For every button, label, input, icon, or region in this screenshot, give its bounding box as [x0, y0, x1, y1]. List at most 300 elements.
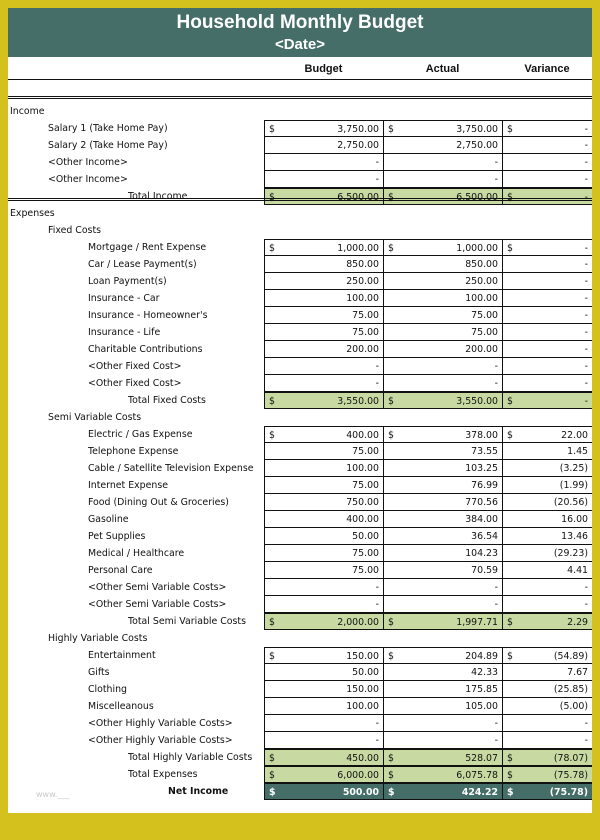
actual-cell[interactable] [383, 647, 502, 664]
actual-cell[interactable] [383, 426, 502, 443]
row-label: <Other Fixed Cost> [88, 361, 182, 372]
total-row [8, 766, 592, 783]
variance-cell[interactable] [502, 256, 592, 273]
budget-cell[interactable] [264, 426, 383, 443]
budget-cell[interactable] [264, 154, 383, 171]
row-label: Salary 1 (Take Home Pay) [48, 123, 168, 134]
total-row [8, 749, 592, 766]
variance-value: 1.45 [567, 446, 588, 457]
actual-cell[interactable] [383, 154, 502, 171]
budget-cell[interactable] [264, 783, 383, 800]
variance-value: - [584, 192, 588, 203]
currency-symbol: $ [507, 430, 513, 441]
row-label: Internet Expense [88, 480, 168, 491]
actual-cell[interactable] [383, 239, 502, 256]
budget-value: 500.00 [342, 787, 379, 798]
currency-symbol: $ [388, 396, 394, 407]
budget-cell[interactable] [264, 732, 383, 749]
table-row [8, 545, 592, 562]
variance-cell[interactable] [502, 375, 592, 392]
actual-cell[interactable] [383, 511, 502, 528]
variance-value: 2.29 [567, 617, 588, 628]
variance-cell[interactable] [502, 596, 592, 613]
variance-value: - [584, 174, 588, 185]
variance-value: - [584, 327, 588, 338]
budget-value: 6,000.00 [337, 770, 379, 781]
budget-cell[interactable] [264, 698, 383, 715]
table-row [8, 324, 592, 341]
section-divider [8, 198, 592, 201]
variance-cell[interactable] [502, 664, 592, 681]
currency-symbol: $ [388, 430, 394, 441]
row-label: Highly Variable Costs [48, 633, 148, 644]
currency-symbol: $ [269, 787, 276, 798]
table-row [8, 511, 592, 528]
budget-value: 1,000.00 [337, 243, 379, 254]
budget-value: 75.00 [352, 565, 379, 576]
section-row [8, 103, 592, 120]
variance-cell[interactable] [502, 171, 592, 188]
variance-cell[interactable] [502, 511, 592, 528]
currency-symbol: $ [269, 430, 275, 441]
variance-value: - [584, 378, 588, 389]
table-row [8, 171, 592, 188]
actual-cell[interactable] [383, 664, 502, 681]
currency-symbol: $ [507, 124, 513, 135]
actual-cell[interactable] [383, 290, 502, 307]
actual-value: 2,750.00 [456, 140, 498, 151]
budget-cell[interactable] [264, 681, 383, 698]
variance-cell[interactable] [502, 358, 592, 375]
currency-symbol: $ [507, 396, 513, 407]
variance-cell[interactable] [502, 341, 592, 358]
actual-value: - [494, 174, 498, 185]
table-row [8, 290, 592, 307]
actual-cell[interactable] [383, 698, 502, 715]
budget-cell[interactable] [264, 613, 383, 630]
actual-value: 770.56 [465, 497, 498, 508]
row-label: Total Fixed Costs [128, 395, 206, 406]
budget-value: 150.00 [346, 684, 379, 695]
variance-cell[interactable] [502, 239, 592, 256]
budget-cell[interactable] [264, 392, 383, 409]
budget-value: 75.00 [352, 480, 379, 491]
row-label: Clothing [88, 684, 128, 695]
variance-cell[interactable] [502, 426, 592, 443]
variance-cell[interactable] [502, 188, 592, 205]
row-label: Fixed Costs [48, 225, 101, 236]
table-row [8, 528, 592, 545]
currency-symbol: $ [388, 651, 394, 662]
actual-value: - [494, 599, 498, 610]
currency-symbol: $ [269, 753, 275, 764]
actual-cell[interactable] [383, 460, 502, 477]
currency-symbol: $ [388, 243, 394, 254]
table-row [8, 358, 592, 375]
date-placeholder: <Date> [274, 36, 326, 53]
budget-cell[interactable] [264, 188, 383, 205]
actual-cell[interactable] [383, 375, 502, 392]
variance-cell[interactable] [502, 698, 592, 715]
budget-cell[interactable] [264, 545, 383, 562]
variance-value: 7.67 [567, 667, 588, 678]
row-label: Total Income [128, 191, 188, 202]
actual-value: - [494, 718, 498, 729]
table-row [8, 562, 592, 579]
table-row [8, 120, 592, 137]
variance-cell[interactable] [502, 154, 592, 171]
budget-value: 2,000.00 [337, 617, 379, 628]
budget-value: - [375, 361, 379, 372]
actual-value: - [494, 735, 498, 746]
budget-value: - [375, 599, 379, 610]
budget-value: - [375, 582, 379, 593]
currency-symbol: $ [507, 651, 513, 662]
variance-cell[interactable] [502, 324, 592, 341]
row-label: Electric / Gas Expense [88, 429, 193, 440]
table-row [8, 256, 592, 273]
row-label: Semi Variable Costs [48, 412, 142, 423]
actual-value: 104.23 [465, 548, 498, 559]
actual-cell[interactable] [383, 307, 502, 324]
table-row [8, 681, 592, 698]
actual-value: 200.00 [465, 344, 498, 355]
actual-cell[interactable] [383, 477, 502, 494]
row-label: Income [10, 106, 45, 117]
variance-cell[interactable] [502, 120, 592, 137]
budget-cell[interactable] [264, 443, 383, 460]
actual-cell[interactable] [383, 596, 502, 613]
budget-cell[interactable] [264, 137, 383, 154]
variance-cell[interactable] [502, 545, 592, 562]
row-label: Gifts [88, 667, 110, 678]
variance-cell[interactable] [502, 528, 592, 545]
row-label: <Other Highly Variable Costs> [88, 735, 233, 746]
table-row [8, 375, 592, 392]
budget-cell[interactable] [264, 494, 383, 511]
row-label: <Other Semi Variable Costs> [88, 599, 227, 610]
row-label: Net Income [168, 786, 229, 797]
budget-cell[interactable] [264, 239, 383, 256]
budget-value: 400.00 [346, 514, 379, 525]
currency-symbol: $ [388, 787, 395, 798]
actual-cell[interactable] [383, 579, 502, 596]
row-label: Insurance - Life [88, 327, 161, 338]
table-row [8, 341, 592, 358]
variance-value: - [584, 582, 588, 593]
budget-value: 2,750.00 [337, 140, 379, 151]
budget-cell[interactable] [264, 460, 383, 477]
budget-value: 75.00 [352, 327, 379, 338]
variance-value: 13.46 [561, 531, 588, 542]
column-header-budget: Budget [304, 63, 343, 75]
row-label: Total Expenses [128, 769, 198, 780]
variance-cell[interactable] [502, 273, 592, 290]
table-row [8, 137, 592, 154]
variance-value: (75.78) [553, 770, 588, 781]
table-row [8, 579, 592, 596]
actual-cell[interactable] [383, 443, 502, 460]
budget-value: 100.00 [346, 293, 379, 304]
group-row [8, 222, 592, 239]
actual-cell[interactable] [383, 324, 502, 341]
actual-cell[interactable] [383, 715, 502, 732]
actual-value: 378.00 [465, 430, 498, 441]
actual-value: 42.33 [471, 667, 498, 678]
actual-cell[interactable] [383, 613, 502, 630]
budget-cell[interactable] [264, 341, 383, 358]
budget-cell[interactable] [264, 647, 383, 664]
variance-cell[interactable] [502, 681, 592, 698]
actual-cell[interactable] [383, 256, 502, 273]
table-row [8, 698, 592, 715]
variance-value: 4.41 [567, 565, 588, 576]
budget-value: 50.00 [352, 531, 379, 542]
currency-symbol: $ [388, 753, 394, 764]
variance-cell[interactable] [502, 290, 592, 307]
row-label: Medical / Healthcare [88, 548, 185, 559]
section-row [8, 205, 592, 222]
currency-symbol: $ [388, 770, 394, 781]
budget-sheet [8, 8, 592, 813]
budget-cell[interactable] [264, 120, 383, 137]
actual-value: 850.00 [465, 259, 498, 270]
budget-rows [8, 8, 592, 813]
budget-cell[interactable] [264, 766, 383, 783]
variance-cell[interactable] [502, 392, 592, 409]
currency-symbol: $ [269, 124, 275, 135]
table-row [8, 596, 592, 613]
variance-cell[interactable] [502, 460, 592, 477]
variance-cell[interactable] [502, 749, 592, 766]
page-title: Household Monthly Budget [176, 12, 424, 33]
row-label: Charitable Contributions [88, 344, 203, 355]
budget-cell[interactable] [264, 375, 383, 392]
actual-cell[interactable] [383, 681, 502, 698]
row-label: Mortgage / Rent Expense [88, 242, 207, 253]
row-label: Loan Payment(s) [88, 276, 167, 287]
row-label: <Other Semi Variable Costs> [88, 582, 227, 593]
variance-cell[interactable] [502, 647, 592, 664]
budget-cell[interactable] [264, 477, 383, 494]
variance-cell[interactable] [502, 562, 592, 579]
actual-value: 70.59 [471, 565, 498, 576]
variance-value: (75.78) [549, 787, 588, 798]
actual-cell[interactable] [383, 171, 502, 188]
budget-cell[interactable] [264, 579, 383, 596]
actual-value: - [494, 361, 498, 372]
currency-symbol: $ [507, 787, 514, 798]
row-label: <Other Income> [48, 157, 128, 168]
row-label: Entertainment [88, 650, 156, 661]
budget-cell[interactable] [264, 358, 383, 375]
variance-value: (78.07) [553, 753, 588, 764]
currency-symbol: $ [388, 192, 394, 203]
budget-value: 75.00 [352, 548, 379, 559]
row-label: Insurance - Car [88, 293, 160, 304]
actual-value: 36.54 [471, 531, 498, 542]
budget-value: 250.00 [346, 276, 379, 287]
variance-value: - [584, 396, 588, 407]
actual-cell[interactable] [383, 749, 502, 766]
variance-cell[interactable] [502, 783, 592, 800]
budget-cell[interactable] [264, 324, 383, 341]
variance-cell[interactable] [502, 579, 592, 596]
currency-symbol: $ [269, 651, 275, 662]
variance-cell[interactable] [502, 137, 592, 154]
budget-cell[interactable] [264, 171, 383, 188]
budget-value: 50.00 [352, 667, 379, 678]
row-label: <Other Fixed Cost> [88, 378, 182, 389]
actual-cell[interactable] [383, 783, 502, 800]
budget-cell[interactable] [264, 273, 383, 290]
actual-value: 175.85 [465, 684, 498, 695]
actual-cell[interactable] [383, 341, 502, 358]
actual-value: 6,500.00 [456, 192, 498, 203]
variance-value: - [584, 243, 588, 254]
actual-value: - [494, 582, 498, 593]
variance-cell[interactable] [502, 477, 592, 494]
currency-symbol: $ [388, 617, 394, 628]
actual-cell[interactable] [383, 766, 502, 783]
row-label: Gasoline [88, 514, 129, 525]
actual-cell[interactable] [383, 545, 502, 562]
actual-cell[interactable] [383, 137, 502, 154]
row-label: Car / Lease Payment(s) [88, 259, 197, 270]
budget-value: 400.00 [346, 430, 379, 441]
table-row [8, 239, 592, 256]
currency-symbol: $ [269, 396, 275, 407]
actual-value: 204.89 [465, 651, 498, 662]
variance-value: (25.85) [553, 684, 588, 695]
variance-value: - [584, 361, 588, 372]
budget-cell[interactable] [264, 511, 383, 528]
actual-cell[interactable] [383, 392, 502, 409]
variance-value: - [584, 276, 588, 287]
variance-value: 22.00 [561, 430, 588, 441]
budget-cell[interactable] [264, 528, 383, 545]
variance-value: - [584, 293, 588, 304]
variance-value: (1.99) [559, 480, 588, 491]
actual-value: 424.22 [461, 787, 498, 798]
actual-value: 73.55 [471, 446, 498, 457]
actual-cell[interactable] [383, 494, 502, 511]
row-label: <Other Highly Variable Costs> [88, 718, 233, 729]
variance-cell[interactable] [502, 613, 592, 630]
variance-value: - [584, 310, 588, 321]
variance-value: - [584, 140, 588, 151]
total-row [8, 613, 592, 630]
variance-cell[interactable] [502, 732, 592, 749]
table-row [8, 460, 592, 477]
table-row [8, 732, 592, 749]
currency-symbol: $ [388, 124, 394, 135]
currency-symbol: $ [507, 192, 513, 203]
variance-value: (3.25) [559, 463, 588, 474]
row-label: Total Highly Variable Costs [128, 752, 253, 763]
row-label: Miscelleanous [88, 701, 154, 712]
table-row [8, 494, 592, 511]
actual-value: 103.25 [465, 463, 498, 474]
variance-cell[interactable] [502, 766, 592, 783]
budget-cell[interactable] [264, 596, 383, 613]
actual-value: 3,750.00 [456, 124, 498, 135]
actual-value: 250.00 [465, 276, 498, 287]
budget-cell[interactable] [264, 307, 383, 324]
actual-value: 105.00 [465, 701, 498, 712]
budget-cell[interactable] [264, 749, 383, 766]
budget-value: - [375, 378, 379, 389]
actual-value: 76.99 [471, 480, 498, 491]
budget-value: - [375, 718, 379, 729]
budget-cell[interactable] [264, 290, 383, 307]
table-row [8, 477, 592, 494]
actual-value: 6,075.78 [456, 770, 498, 781]
variance-cell[interactable] [502, 443, 592, 460]
group-row [8, 630, 592, 647]
variance-value: 16.00 [561, 514, 588, 525]
variance-value: - [584, 344, 588, 355]
budget-cell[interactable] [264, 664, 383, 681]
variance-cell[interactable] [502, 494, 592, 511]
actual-cell[interactable] [383, 188, 502, 205]
variance-cell[interactable] [502, 715, 592, 732]
table-row [8, 154, 592, 171]
budget-value: 75.00 [352, 446, 379, 457]
budget-cell[interactable] [264, 715, 383, 732]
actual-cell[interactable] [383, 732, 502, 749]
table-row [8, 443, 592, 460]
row-label: Pet Supplies [88, 531, 146, 542]
variance-cell[interactable] [502, 307, 592, 324]
variance-value: - [584, 735, 588, 746]
budget-value: 75.00 [352, 310, 379, 321]
variance-value: (54.89) [553, 651, 588, 662]
actual-value: 384.00 [465, 514, 498, 525]
currency-symbol: $ [507, 243, 513, 254]
net-income-row [8, 783, 592, 800]
variance-value: (29.23) [553, 548, 588, 559]
currency-symbol: $ [269, 770, 275, 781]
total-row [8, 392, 592, 409]
budget-cell[interactable] [264, 256, 383, 273]
variance-value: - [584, 124, 588, 135]
budget-cell[interactable] [264, 562, 383, 579]
budget-value: 100.00 [346, 701, 379, 712]
budget-value: 100.00 [346, 463, 379, 474]
budget-value: 3,750.00 [337, 124, 379, 135]
actual-cell[interactable] [383, 273, 502, 290]
group-row [8, 409, 592, 426]
budget-value: 750.00 [346, 497, 379, 508]
actual-cell[interactable] [383, 358, 502, 375]
row-label: Insurance - Homeowner's [88, 310, 208, 321]
actual-cell[interactable] [383, 528, 502, 545]
table-row [8, 715, 592, 732]
table-row [8, 647, 592, 664]
table-row [8, 307, 592, 324]
actual-value: - [494, 157, 498, 168]
column-header-variance: Variance [524, 63, 570, 75]
actual-cell[interactable] [383, 120, 502, 137]
actual-value: - [494, 378, 498, 389]
actual-cell[interactable] [383, 562, 502, 579]
row-label: Salary 2 (Take Home Pay) [48, 140, 168, 151]
actual-value: 528.07 [465, 753, 498, 764]
row-label: Cable / Satellite Television Expense [88, 463, 254, 474]
budget-value: 3,550.00 [337, 396, 379, 407]
actual-value: 3,550.00 [456, 396, 498, 407]
